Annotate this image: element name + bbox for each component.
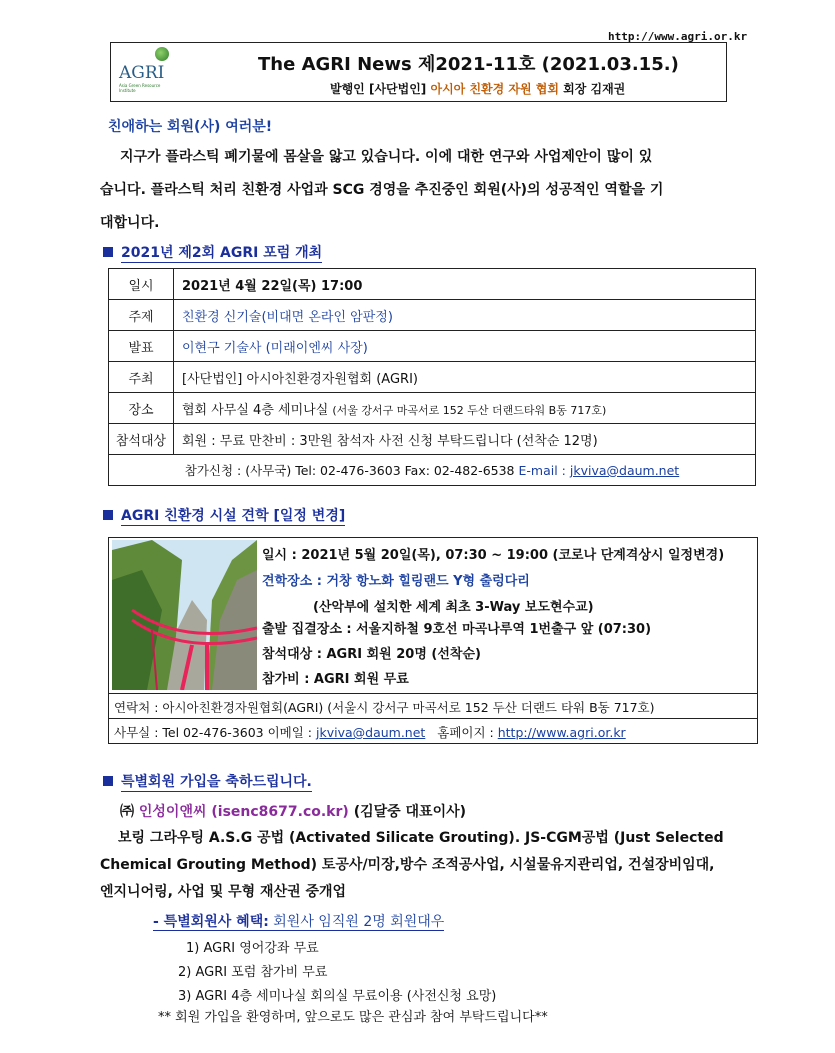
homepage-label: 홈페이지 : [437, 725, 494, 740]
office-phone: 사무실 : Tel 02-476-3603 이메일 : [114, 725, 313, 740]
header-url[interactable]: http://www.agri.or.kr [608, 30, 748, 43]
row-key: 발표 [109, 331, 174, 362]
row-key: 참석대상 [109, 424, 174, 455]
list-item: 3) AGRI 4층 세미나실 회의실 무료이용 (사전신청 요망) [178, 989, 497, 1004]
contact-cell [109, 455, 756, 486]
row-key: 일시 [109, 269, 174, 300]
desc-line: 보링 그라우팅 A.S.G 공법 (Activated Silicate Grouting). JS-CGM공법 (Just Selected [118, 830, 724, 846]
company-site: (isenc8677.co.kr) [211, 804, 349, 820]
row-key: 장소 [109, 393, 174, 424]
row-value: 친환경 신기술(비대면 온라인 암판정) [174, 300, 756, 331]
bridge-photo [112, 540, 257, 690]
agri-logo [113, 45, 175, 97]
masthead-title: The AGRI News 제2021-11호 (2021.03.15.) [258, 54, 679, 75]
tour-title-text: AGRI 친환경 시설 견학 [일정 변경] [121, 508, 346, 524]
square-bullet-icon [103, 776, 113, 786]
member-section-title [103, 771, 312, 791]
tour-contact: 연락처 : 아시아친환경자원협회(AGRI) (서울시 강서구 마곡서로 152 두산 더랜드 타워 B동 717호) [114, 700, 655, 715]
leaf-icon [155, 47, 169, 61]
square-bullet-icon [103, 510, 113, 520]
benefit-value: 회원사 임직원 2명 회원대우 [273, 914, 445, 930]
table-row [109, 362, 756, 393]
intro-line: 습니다. 플라스틱 처리 친환경 사업과 SCG 경영을 추진중인 회원(사)의 성공적인 역할을 기 [100, 182, 664, 198]
contact-email-label: E-mail : [518, 463, 566, 478]
table-row [109, 269, 756, 300]
company-ceo: (김달중 대표이사) [353, 804, 467, 820]
office-email-link[interactable]: jkviva@daum.net [316, 725, 426, 740]
row-value: 이현구 기술사 (미래이엔씨 사장) [174, 331, 756, 362]
greeting: 친애하는 회원(사) 여러분! [108, 119, 273, 135]
homepage-link[interactable]: http://www.agri.or.kr [497, 725, 626, 740]
intro-paragraph [100, 141, 760, 240]
contact-text: 참가신청 : (사무국) Tel: 02-476-3603 Fax: 02-482-6538 [184, 463, 515, 478]
corp-mark: ㈜ [120, 804, 134, 820]
row-key: 주최 [109, 362, 174, 393]
contact-email-link[interactable]: jkviva@daum.net [569, 463, 680, 478]
publisher-prefix: 발행인 [사단법인] [330, 82, 427, 96]
row-value [174, 393, 756, 424]
tour-meeting-point: 출발 집결장소 : 서울지하철 9호선 마곡나루역 1번출구 앞 (07:30) [262, 622, 652, 637]
list-item: 2) AGRI 포럼 참가비 무료 [178, 965, 328, 980]
logo-text: AGRI [119, 63, 165, 83]
tour-section-title [103, 505, 345, 525]
list-item: 1) AGRI 영어강좌 무료 [186, 941, 319, 956]
square-bullet-icon [103, 247, 113, 257]
table-row [109, 300, 756, 331]
publisher-line [330, 80, 625, 97]
publisher-suffix: 회장 김재권 [563, 82, 626, 96]
desc-line: 엔지니어링, 사업 및 무형 재산권 중개업 [100, 884, 347, 900]
forum-title-text: 2021년 제2회 AGRI 포럼 개최 [121, 245, 323, 261]
suspension-bridge-image [112, 540, 257, 690]
tour-place-note: (산악부에 설치한 세계 최초 3-Way 보도현수교) [313, 600, 594, 615]
tour-place: 견학장소 : 거창 항노화 힐링랜드 Y형 출렁다리 [262, 574, 530, 589]
benefit-label: - 특별회원사 혜택: [153, 914, 269, 930]
publisher-org: 아시아 친환경 자원 협회 [430, 82, 559, 96]
row-value: 회원 : 무료 만찬비 : 3만원 참석자 사전 신청 부탁드립니다 (선착순 12명) [174, 424, 756, 455]
tour-fee: 참가비 : AGRI 회원 무료 [262, 672, 409, 687]
forum-section-title [103, 242, 322, 262]
tour-contact-2 [114, 723, 626, 741]
table-row [109, 393, 756, 424]
table-row [109, 331, 756, 362]
member-description [100, 825, 760, 906]
intro-line: 지구가 플라스틱 폐기물에 몸살을 앓고 있습니다. 이에 대한 연구와 사업제안이 많이 있 [120, 149, 653, 165]
venue-address: (서울 강서구 마곡서로 152 두산 더랜드타워 B동 717호) [332, 403, 607, 417]
desc-line: Chemical Grouting Method) 토공사/미장,방수 조적공사업, 시설물유지관리업, 건설장비임대, [100, 857, 715, 873]
forum-table [108, 268, 756, 486]
table-row [109, 455, 756, 486]
tour-attendees: 참석대상 : AGRI 회원 20명 (선착순) [262, 647, 481, 662]
tour-divider [108, 693, 758, 694]
table-row [109, 424, 756, 455]
intro-line: 대합니다. [100, 215, 160, 231]
row-value: [사단법인] 아시아친환경자원협회 (AGRI) [174, 362, 756, 393]
row-key: 주제 [109, 300, 174, 331]
member-title-text: 특별회원 가입을 축하드립니다. [121, 774, 312, 790]
tour-date: 일시 : 2021년 5월 20일(목), 07:30 ~ 19:00 (코로나 단계격상시 일정변경) [262, 548, 725, 563]
row-value: 2021년 4월 22일(목) 17:00 [174, 269, 756, 300]
benefit-line [153, 911, 444, 931]
member-company [120, 801, 466, 821]
company-name: 인성이앤씨 [138, 804, 207, 820]
closing-note: ** 회원 가입을 환영하며, 앞으로도 많은 관심과 참여 부탁드립니다** [158, 1010, 548, 1025]
tour-divider [108, 718, 758, 719]
logo-subtext: Asia Green Resource Institute [119, 83, 161, 93]
venue-main: 협회 사무실 4층 세미나실 [182, 402, 329, 418]
